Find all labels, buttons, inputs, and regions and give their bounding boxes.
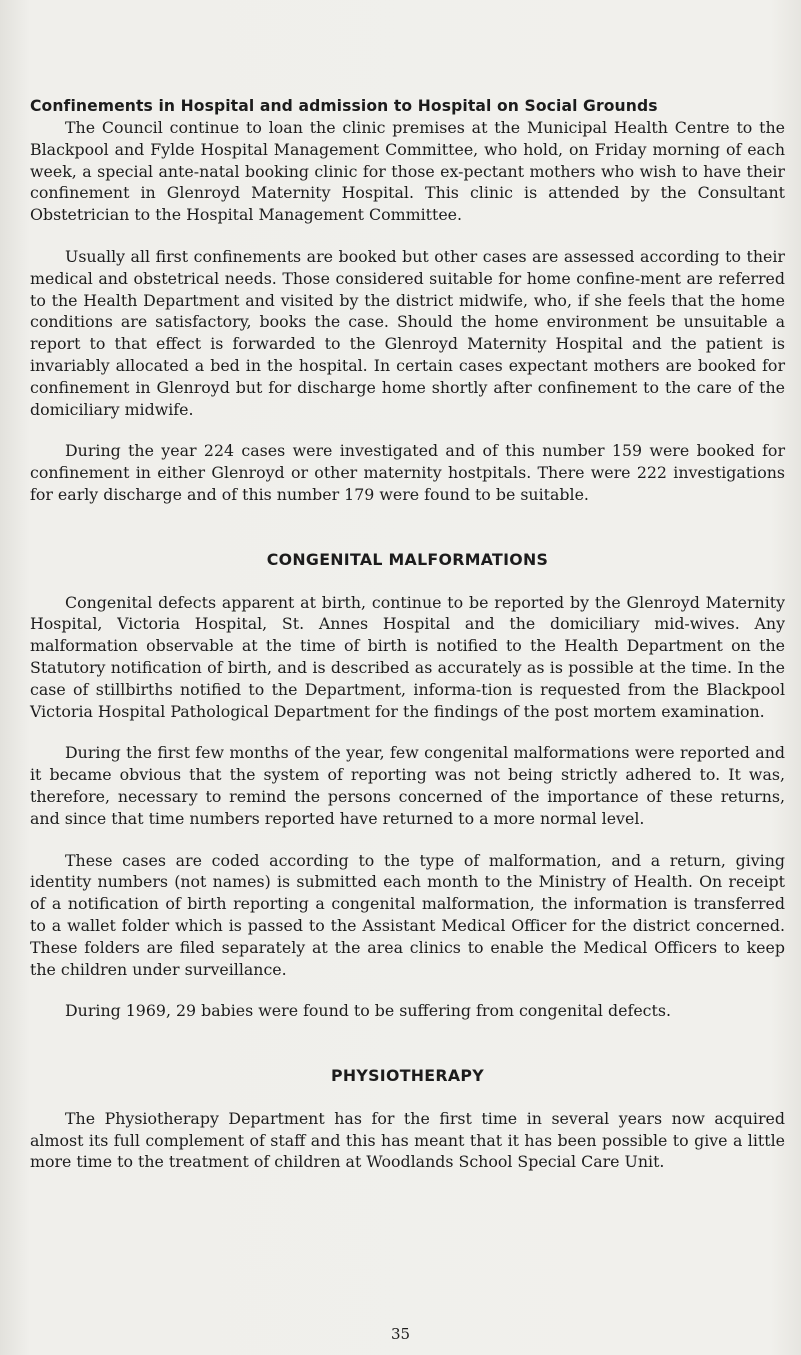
paragraph-cases-investigated: During the year 224 cases were investigated and of this number 159 were booked for confinement in either Glenroyd or other maternity hostpitals. There were 222 investigations for early discharge and of this number 179 were found to be suitable.: [30, 441, 785, 504]
page-number: 35: [390, 1325, 411, 1343]
paragraph-first-confinements: Usually all first confinements are booked but other cases are assessed according to their medical and obstetrical needs. Those considered suitable for home confine-ment are referred to the Health Department and visited by the district midwife, who, if she feels that the home conditions are satisfactory, books the case. Should the home environment be unsuitable a report to that effect is forwarded to the Glenroyd Maternity Hospital and the patient is invariably allocated a bed in the hospital. In certain cases expectant mothers are booked for confinement in Glenroyd but for discharge home shortly after confinement to the care of the domiciliary midwife.: [30, 246, 785, 419]
paragraph-clinic-premises: The Council continue to loan the clinic premises at the Municipal Health Centre to the Blackpool and Fylde Hospital Management Committee, who hold, on Friday morning of each week, a special ante-natal booking clinic for those ex-pectant mothers who wish to have their confinement in Glenroyd Maternity Hospital. This clinic is attended by the Consultant Obstetrician to the Hospital Management Committee.: [30, 118, 785, 225]
paragraph-coding-cases: These cases are coded according to the type of malformation, and a return, giving identity numbers (not names) is submitted each month to the Ministry of Health. On receipt of a notification of birth reporting a congenital malformation, the information is transferred to a wallet folder which is passed to the Assistant Medical Officer for the district concerned. These folders are filed separately at the area clinics to enable the Medical Officers to keep the children under surveillance.: [30, 850, 785, 979]
section-heading-congenital-malformations: CONGENITAL MALFORMATIONS: [266, 549, 549, 569]
paragraph-congenital-defects: Congenital defects apparent at birth, continue to be reported by the Glenroyd Maternity Hospital, Victoria Hospital, St. Annes Hospital and the domiciliary mid-wives. Any malformation observable at the time of birth is notified to the Health Department on the Statutory notification of birth, and is described as accurately as is possible at the time. In the case of stillbirths notified to the Department, informa-tion is requested from the Blackpool Victoria Hospital Pathological Department for the findings of the post mortem examination.: [30, 592, 785, 721]
paragraph-physiotherapy-department: The Physiotherapy Department has for the first time in several years now acquired almost its full complement of staff and this has meant that it has been possible to give a little more time to the treatment of children at Woodlands School Special Care Unit.: [30, 1108, 785, 1172]
paragraph-reporting-system: During the first few months of the year, few congenital malformations were reported and it became obvious that the system of reporting was not being strictly adhered to. It was, therefore, necessary to remind the persons concerned of the importance of these returns, and since that time numbers reported have returned to a more normal level.: [30, 743, 785, 828]
page-content: [30, 95, 785, 1173]
section-heading-confinements: Confinements in Hospital and admission to Hospital on Social Grounds: [30, 97, 658, 115]
paragraph-babies-1969: During 1969, 29 babies were found to be suffering from congenital defects.: [65, 1001, 671, 1021]
section-heading-physiotherapy: PHYSIOTHERAPY: [330, 1066, 484, 1086]
